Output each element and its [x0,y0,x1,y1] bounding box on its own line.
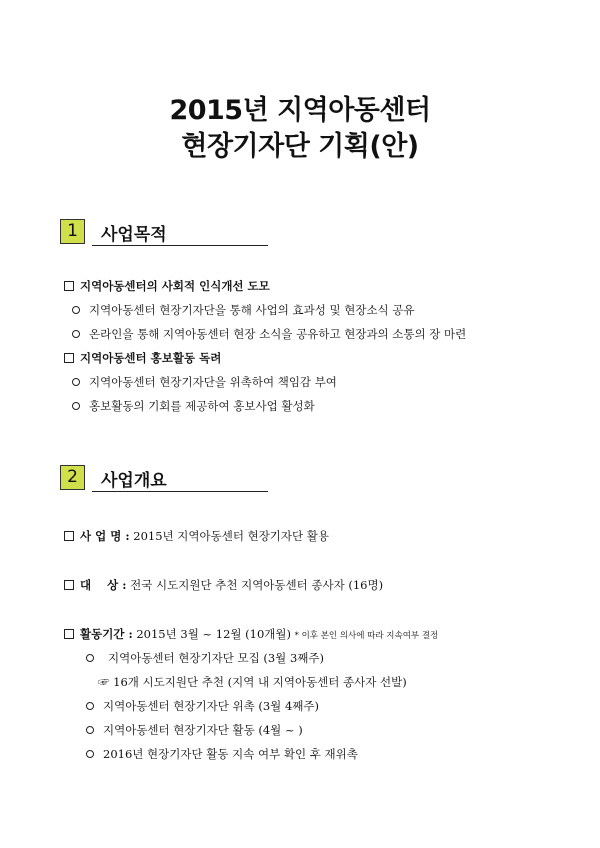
section-title-overview: 사업개요 [101,471,167,491]
checkbox-icon [64,531,74,541]
list-item: 온라인을 통해 지역아동센터 현장 소식을 공유하고 현장과의 소통의 장 마련 [72,326,466,342]
circle-bullet-icon [86,654,94,662]
section-underline [92,491,268,492]
section-title-purpose: 사업목적 [101,225,167,245]
list-item: 홍보활동의 기회를 제공하여 홍보사업 활성화 [72,398,315,414]
circle-bullet-icon [72,330,80,338]
list-item: 2016년 현장기자단 활동 지속 여부 확인 후 재위촉 [86,746,358,762]
sub-list-item: ☞ 16개 시도지원단 추천 (지역 내 지역아동센터 종사자 선발) [98,675,407,689]
circle-bullet-icon [72,378,80,386]
period-note: * 이후 본인 의사에 따라 지속여부 결정 [294,631,439,641]
checkbox-icon [64,580,74,590]
checkbox-icon [64,353,74,363]
list-item: 지역아동센터 현장기자단 모집 (3월 3째주) [86,650,324,666]
doc-title-line2: 현장기자단 기획(안) [181,131,419,162]
list-item: 지역아동센터 현장기자단 활동 (4월 ~ ) [86,722,303,738]
list-item: 지역아동센터 현장기자단을 통해 사업의 효과성 및 현장소식 공유 [72,302,415,318]
doc-title-line1: 2015년 지역아동센터 [169,95,431,126]
section-number-2: 2 [60,465,85,490]
target-row: 대 상 : 전국 시도지원단 추천 지역아동센터 종사자 (16명) [64,577,383,593]
list-item: 지역아동센터 현장기자단을 위촉하여 책임감 부여 [72,374,337,390]
pointing-hand-icon: ☞ [98,675,110,689]
circle-bullet-icon [86,702,94,710]
circle-bullet-icon [86,750,94,758]
circle-bullet-icon [72,402,80,410]
list-item: 지역아동센터 홍보활동 독려 [64,350,221,366]
checkbox-icon [64,629,74,639]
section-number-1: 1 [60,219,85,244]
section-underline [92,245,268,246]
biz-name-row: 사 업 명 : 2015년 지역아동센터 현장기자단 활용 [64,528,329,544]
list-item: 지역아동센터 현장기자단 위촉 (3월 4째주) [86,698,319,714]
checkbox-icon [64,281,74,291]
circle-bullet-icon [86,726,94,734]
list-item: 지역아동센터의 사회적 인식개선 도모 [64,278,270,294]
circle-bullet-icon [72,306,80,314]
period-row: 활동기간 : 2015년 3월 ~ 12월 (10개월) * 이후 본인 의사에 따라 지속여부 결정 [64,626,438,644]
